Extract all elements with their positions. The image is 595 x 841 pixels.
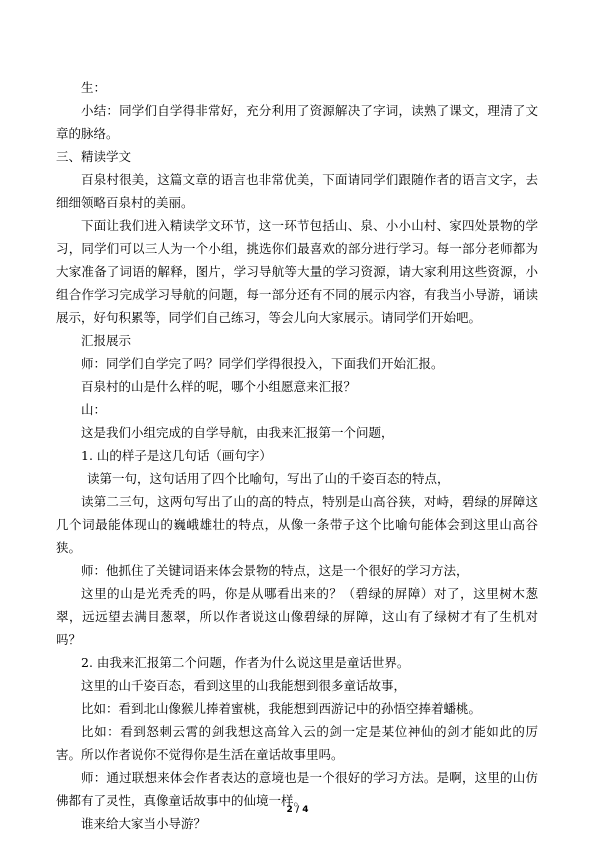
paragraph: 读第一句，这句话用了四个比喻句，写出了山的千姿百态的特点， (87, 471, 450, 486)
paragraph: 谁来给大家当小导游？ (81, 816, 207, 831)
paragraph: 师：同学们自学完了吗？同学们学得很投入，下面我们开始汇报。 (81, 356, 444, 371)
paragraph: 这是我们小组完成的自学导航，由我来汇报第一个问题， (81, 425, 394, 440)
paragraph: 这里的山千姿百态，看到这里的山我能想到很多童话故事， (81, 678, 407, 693)
paragraph: 汇报展示 (81, 333, 132, 348)
paragraph: 这里的山是光秃秃的吗，你是从哪看出来的？（碧绿的屏障）对了，这里树木葱翠，远远望去满目葱翠，所以作者说这山像碧绿的屏障，这山有了绿树才有了生机对吗？ (56, 586, 538, 647)
paragraph: 百泉村的山是什么样的呢，哪个小组愿意来汇报？ (81, 379, 357, 394)
paragraph: 百泉村很美，这篇文章的语言也非常优美，下面请同学们跟随作者的语言文字，去细细领略百泉村的美丽。 (56, 172, 538, 210)
paragraph: 师：通过联想来体会作者表达的意境也是一个很好的学习方法。是啊，这里的山仿佛都有了灵性，真像童话故事中的仙境一样。 (56, 770, 538, 808)
paragraph: 下面让我们进入精读学文环节，这一环节包括山、泉、小小山村、家四处景物的学习，同学们可以三人为一个小组，挑选你们最喜欢的部分进行学习。每一部分老师都为大家准备了词语的解释，图片，学习导航等大量的学习资源，请大家利用这些资源，小组合作学习完成学习导航的问题，每一部分还有不同的展示内容，有我当小导游，诵读展示，好句积累等，同学们自己练习，等会儿向大家展示。请同学们开始吧。 (56, 218, 538, 325)
paragraph: 比如：看到怒刺云霄的剑我想这高耸入云的剑一定是某位神仙的剑才能如此的厉害。所以作者说你不觉得你是生活在童话故事里吗。 (56, 724, 538, 762)
paragraph: 生： (81, 80, 107, 95)
paragraph: 2. 由我来汇报第二个问题，作者为什么说这里是童话世界。 (81, 655, 410, 670)
paragraph: 读第二三句，这两句写出了山的高的特点，特别是山高谷狭，对峙，碧绿的屏障这几个词最能体现山的巍峨雄壮的特点，从像一条带子这个比喻句能体会到这里山高谷狭。 (56, 494, 538, 555)
paragraph: 师：他抓住了关键词语来体会景物的特点，这是一个很好的学习方法， (81, 563, 469, 578)
paragraph: 比如：看到北山像猴儿捧着蜜桃，我能想到西游记中的孙悟空捧着蟠桃。 (81, 701, 482, 716)
paragraph: 山： (81, 402, 107, 417)
paragraph: 1. 山的样子是这几句话（画句字） (81, 448, 272, 463)
paragraph: 三、精读学文 (56, 149, 132, 164)
page-number: 2 / 4 (286, 805, 309, 815)
paragraph: 小结：同学们自学得非常好，充分利用了资源解决了字词，读熟了课文，理清了文章的脉络。 (56, 103, 538, 141)
document-body (56, 76, 538, 835)
